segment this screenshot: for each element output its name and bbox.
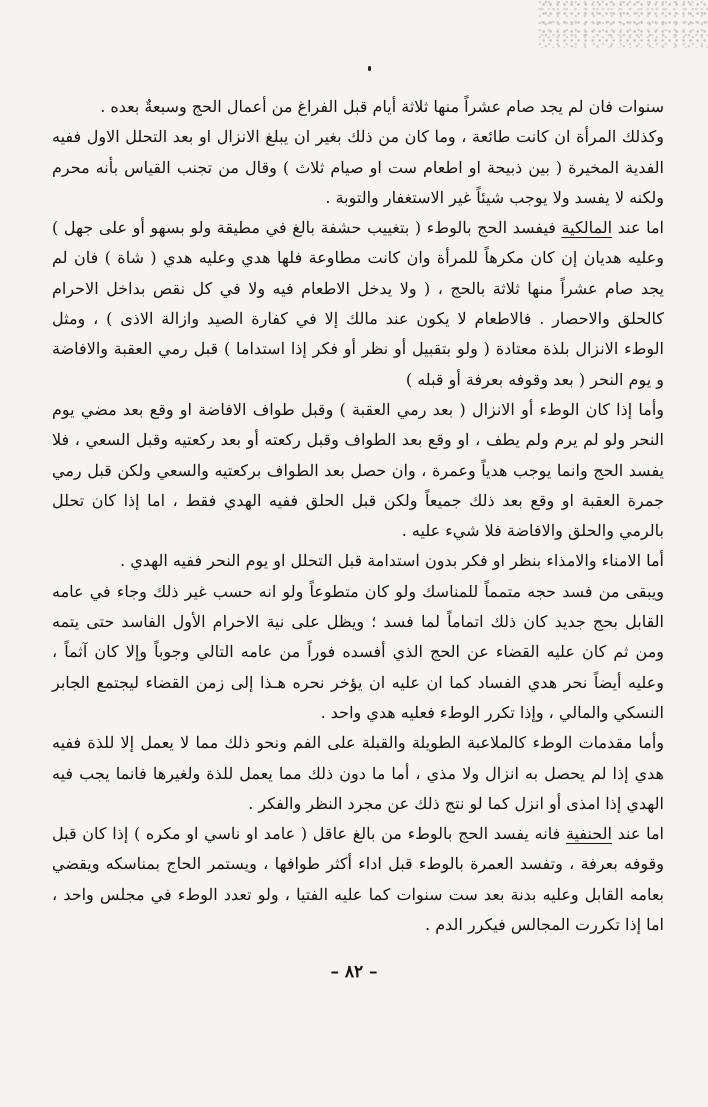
paragraph-2: وكذلك المرأة ان كانت طائعة ، وما كان من ذلك بغير ان يبلغ الانزال او بعد التحلل الاول ففيه الفدية المخيرة ( بين ذبيحة او اطعام ست او صيام ثلاث ) وقال من تجنب القياس بأنه محرم ولكنه لا يفسد ولا يوجب شيئاً غير الاستغفار والتوبة . [52, 127, 664, 207]
school-name-malikiya: المالكية [561, 218, 613, 238]
school-name-hanafiya: الحنفية [565, 824, 612, 844]
ink-mark [368, 66, 371, 71]
paragraph-5: أما الامناء والامذاء بنظر او فكر بدون استدامة قبل التحلل او يوم النحر ففيه الهدي . [120, 551, 664, 571]
page-number: – ٨٢ – [330, 962, 378, 982]
paragraph-6: ويبقى من فسد حجه متمماً للمناسك ولو كان متطوعاً ولو انه حسب غير ذلك وجاء في عامه القابل بحج جديد كان ذلك اتماماً لما فسد ؛ ويظل على نية الاحرام الأول الفاسد حتى يتمه ومن ثم كان عليه القضاء عن الحج الذي أفسده فوراً من عامه التالي وجوباً وإلا كان آثماً ، وعليه أيضاً نحر هدي الفساد كما ان عليه ان يؤخر نحره هـذا إلى زمن القضاء ليجتمع الجابر النسكي والمالي ، وإذا تكرر الوطء فعليه هدي واحد . [52, 581, 664, 722]
paragraph-3: اما عند المالكية فيفسد الحج بالوطء ( بتغييب حشفة بالغ في مطيقة ولو بسهو أو على جهل ) وعليه هديان إن كان مكرهاً للمرأة وان كانت مطاوعة فلها هدي وعليه هدي ( شاة ) فان لم يجد صام عشراً منها ثلاثة بالحج ، ( ولا يدخل الاطعام فيه ولا في كل نقص بداخل الاحرام كالحلق والاحصار . فالاطعام لا يكون عند مالك إلا في كفارة الصيد وازالة الاذى ) ، ومثل الوطء الانزال بلذة معتادة ( ولو بتقبيل أو نظر أو فكر إذا استداما ) قبل رمي العقبة والافاضة و يوم النحر ( بعد وقوفه بعرفة أو قبله ) [52, 218, 664, 389]
scan-noise [538, 0, 708, 48]
paragraph-8: اما عند الحنفية فانه يفسد الحج بالوطء من بالغ عاقل ( عامد او ناسي او مكره ) إذا كان قبل وقوفه بعرفة ، وتفسد العمرة بالوطء قبل اداء أكثر طوافها ، ويستمر الحاج بمناسكه ويقضي بعامه القابل وعليه بدنة بعد ست سنوات كما عليه الفتيا ، ولو تعدد الوطء في مجلس واحد ، اما إذا تكررت المجالس فيكرر الدم . [52, 824, 664, 935]
paragraph-7: وأما مقدمات الوطء كالملاعبة الطويلة والقبلة على الفم ونحو ذلك مما لا يعمل إلا للذة ففيه هدي إذا لم يحصل به انزال ولا مذي ، أما ما دون ذلك مما يعمل للذة ولغيرها فانما يجب فيه الهدي إذا امذى أو انزل كما لو نتج ذلك عن مجرد النظر والفكر . [52, 733, 664, 813]
paragraph-4: وأما إذا كان الوطء أو الانزال ( بعد رمي العقبة ) وقبل طواف الافاضة او وقع بعد مضي يوم النحر ولو لم يرم ولم يطف ، او وقع بعد الطواف وقبل ركعته أو بعد ركعتيه وقبل السعي ، فلا يفسد الحج وانما يوجب هدياً وعمرة ، وان حصل بعد الطواف بركعتيه والسعي ولكن قبل رمي جمرة العقبة او وقع بعد ذلك جميعاً ولكن قبل الحلق ففيه الهدي فقط ، اما إذا كان تحلل بالرمي والحلق والافاضة فلا شيء عليه . [52, 399, 664, 541]
paragraph-1: سنوات فان لم يجد صام عشراً منها ثلاثة أيام قبل الفراغ من أعمال الحج وسبعةٌ بعده . [100, 97, 664, 116]
body-text [52, 92, 664, 940]
